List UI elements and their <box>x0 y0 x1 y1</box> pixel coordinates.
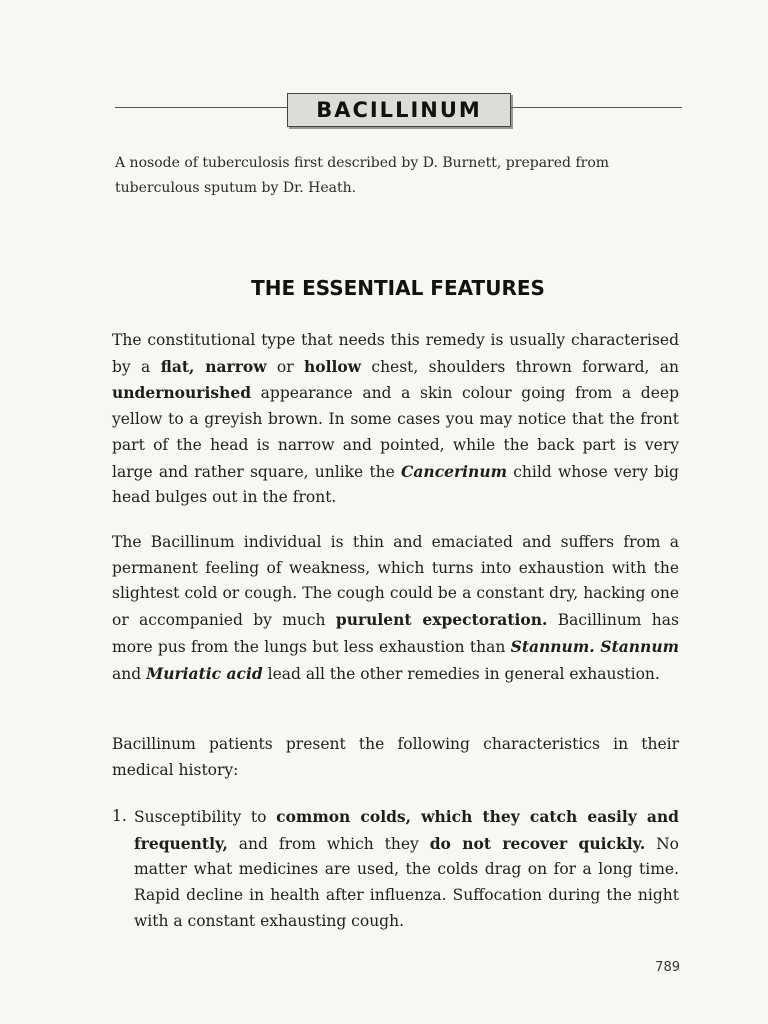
list-item <box>112 804 679 935</box>
remedy-title: BACILLINUM <box>287 93 511 127</box>
page-number: 789 <box>655 960 680 975</box>
section-heading: THE ESSENTIAL FEATURES <box>251 276 545 300</box>
paragraph-weakness: The Bacillinum individual is thin and emaciated and suffers from a permanent feeling of weakness, which turns into exhaustion with the slightest cold or cough. The cough could be a constant dry, hacking one or accompanied by much purulent expectoration. Bacillinum has more pus from the lungs but less exhaustion than Stannum. Stannum and Muriatic acid lead all the other remedies in general exhaustion. <box>112 533 679 683</box>
title-banner <box>115 93 682 127</box>
list-item-number: 1. <box>112 807 127 825</box>
intro-text: A nosode of tuberculosis first described by D. Burnett, prepared from tuberculous sputum by Dr. Heath. <box>115 155 610 196</box>
title-rule-right <box>511 107 682 108</box>
paragraph-constitution: The constitutional type that needs this remedy is usually characterised by a flat, narrow or hollow chest, shoulders thrown forward, an undernourished appearance and a skin colour going from a deep yellow to a greyish brown. In some cases you may notice that the front part of the head is narrow and pointed, while the back part is very large and rather square, unlike the Cancerinum child whose very big head bulges out in the front. <box>112 331 679 507</box>
paragraph-history: Bacillinum patients present the following characteristics in their medical history: <box>112 735 679 779</box>
list-item-text: Susceptibility to common colds, which they catch easily and frequently, and from which they do not recover quickly. No matter what medicines are used, the colds drag on for a long time. Rapid decline in health after influenza. Suffocation during the night with a constant exhausting cough. <box>134 807 680 930</box>
characteristics-list <box>112 804 679 935</box>
title-rule-left <box>115 107 287 108</box>
